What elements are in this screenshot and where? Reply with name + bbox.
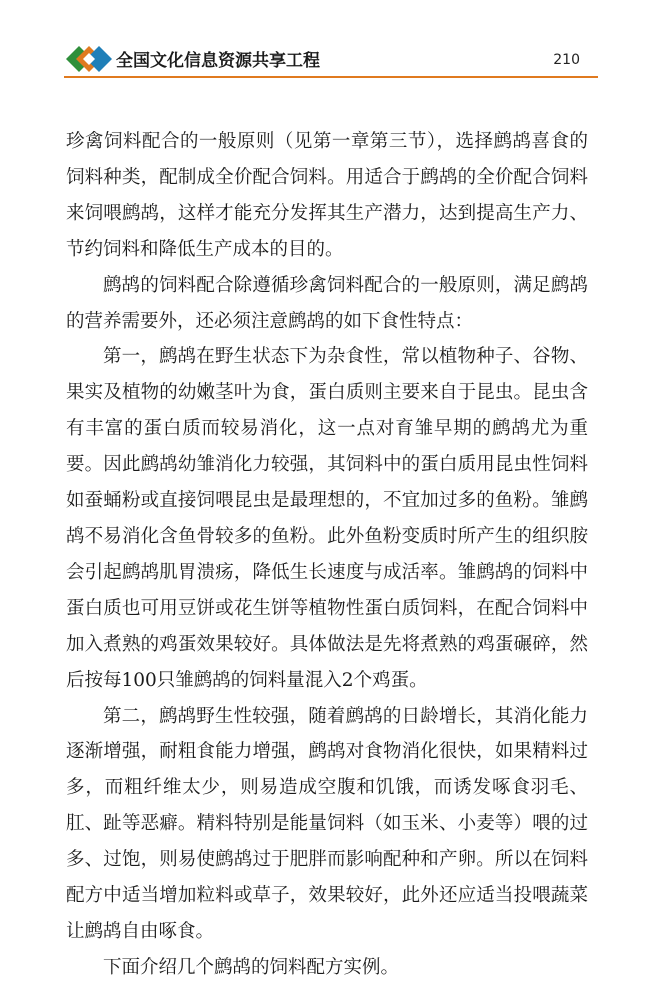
- body-text: [66, 124, 588, 986]
- paragraph: 珍禽饲料配合的一般原则（见第一章第三节），选择鹧鸪喜食的饲料种类，配制成全价配合饲料。用适合于鹧鸪的全价配合饲料来饲喂鹧鸪，这样才能充分发挥其生产潜力，达到提高生产力、节约饲料和降低生产成本的目的。: [66, 131, 588, 260]
- page-number: 210: [553, 52, 580, 68]
- paragraph: 下面介绍几个鹧鸪的饲料配方实例。: [103, 956, 400, 978]
- diamond-logo-icon: [64, 42, 116, 76]
- header-title: 全国文化信息资源共享工程: [116, 51, 320, 71]
- paragraph: 第一，鹧鸪在野生状态下为杂食性，常以植物种子、谷物、果实及植物的幼嫩茎叶为食，蛋白质则主要来自于昆虫。昆虫含有丰富的蛋白质而较易消化，这一点对育雏早期的鹧鸪尤为重要。因此鹧鸪幼雏消化力较强，其饲料中的蛋白质用昆虫性饲料如蚕蛹粉或直接饲喂昆虫是最理想的，不宜加过多的鱼粉。雏鹧鸪不易消化含鱼骨较多的鱼粉。此外鱼粉变质时所产生的组织胺会引起鹧鸪肌胃溃疡，降低生长速度与成活率。雏鹧鸪的饲料中蛋白质也可用豆饼或花生饼等植物性蛋白质饲料，在配合饲料中加入煮熟的鸡蛋效果较好。具体做法是先将煮熟的鸡蛋碾碎，然后按每100只雏鹧鸪的饲料量混入2个鸡蛋。: [66, 346, 588, 691]
- page-header: [0, 0, 646, 80]
- paragraph: 鹧鸪的饲料配合除遵循珍禽饲料配合的一般原则，满足鹧鸪的营养需要外，还必须注意鹧鸪的如下食性特点：: [66, 274, 588, 332]
- header-divider: [64, 76, 598, 78]
- paragraph: 第二，鹧鸪野生性较强，随着鹧鸪的日龄增长，其消化能力逐渐增强，耐粗食能力增强，鹧鸪对食物消化很快，如果精料过多，而粗纤维太少，则易造成空腹和饥饿，而诱发啄食羽毛、肛、趾等恶癖。精料特别是能量饲料（如玉米、小麦等）喂的过多、过饱，则易使鹧鸪过于肥胖而影响配种和产卵。所以在饲料配方中适当增加粒料或草子，效果较好，此外还应适当投喂蔬菜让鹧鸪自由啄食。: [66, 705, 588, 942]
